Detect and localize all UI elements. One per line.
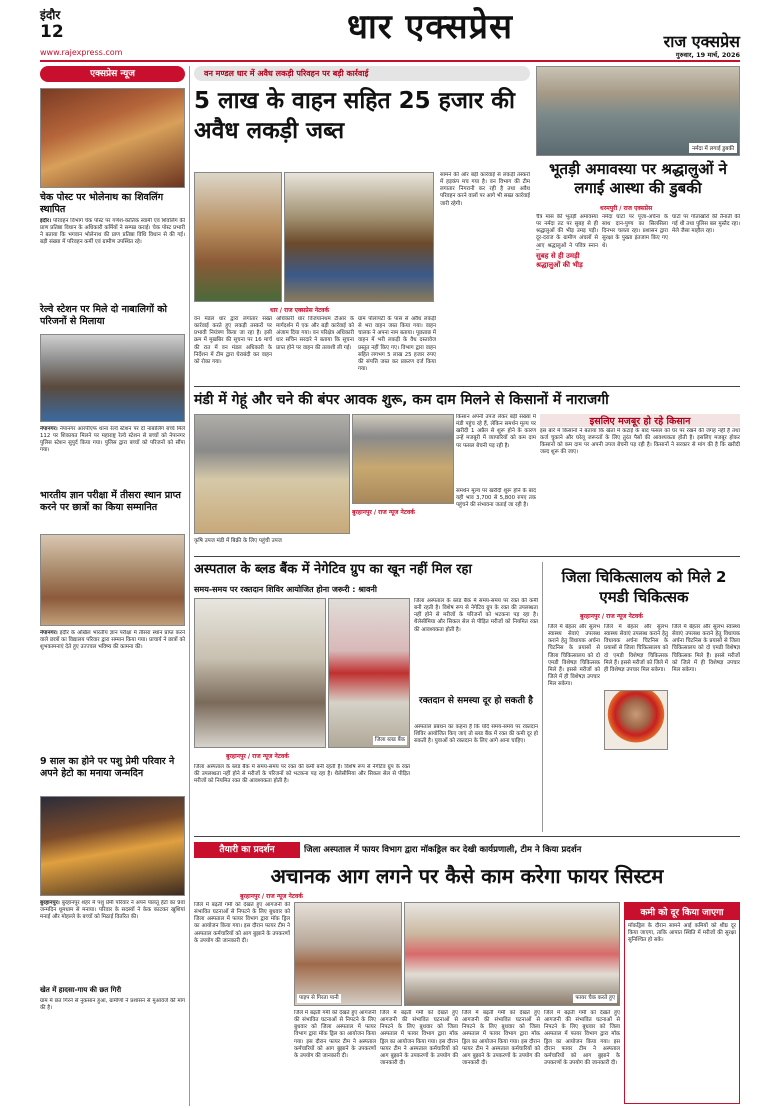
fire-body: जिले में बढ़ती गर्मी को देखते हुए आगजनी की संभावित घटनाओं से निपटने के लिए बुधवार को जिला अस्पताल में फायर विभाग द्वारा मॉक ड्रिल का आयोजन किया गया। इस दौरान फायर टीम ने अस्पताल कर्मचारियों को आग बुझाने के उपकरणों के उपयोग की जानकारी दी।	[194, 902, 290, 944]
lead-kicker-text: वन मण्डल धार में अवैध लकड़ी परिवहन पर बड़ी कार्रवाई	[204, 69, 369, 78]
story-headline: रेल्वे स्टेशन पर मिले दो नाबालिगों को परिजनों से मिलाया	[40, 304, 167, 327]
grain-heap-photo	[352, 414, 454, 504]
mla-portrait-photo	[604, 690, 668, 750]
shivling-photo	[40, 88, 185, 188]
page-number: 12	[40, 22, 64, 42]
pet-birthday-photo	[40, 796, 185, 896]
doctors-column: जिले में बेहतर और सुलभ स्वास्थ्य सेवाएं उपलब्ध कराने हेतु विधायक अर्चना चिटनिस के प्रयासों से जिला चिकित्सालय को दो एमडी विशेषज्ञ चिकित्सक मिले हैं। इससे मरीजों को जिले में ही विशेषज्ञ उपचार मिल सकेगा।	[548, 624, 600, 687]
fire-byline: बुरहानपुर / राज न्यूज नेटवर्क	[240, 893, 303, 900]
hospital-corridor-photo	[404, 902, 620, 1006]
masthead-rule	[40, 60, 740, 62]
lead-column: अधिकारी धार विजयानंथम टीआर के मार्गदर्शन में एक और बड़ी कार्रवाई को अंजाम दिया गया। वन परिक्षेत्र अधिकारी धार सचिन सरदारे ने बताया कि सूचना प्राप्त होने पर वाहन की तलाशी ली गई।	[276, 316, 354, 351]
sidebar-divider	[189, 66, 190, 1106]
fire-photo-caption-2: फायर चैक करते हुए	[573, 994, 617, 1003]
story-text: परिवहन विभाग चेक पोस्ट पर गणेश-कार्तिक स्वामी एवं शिवलिंग की प्राण प्रतिष्ठा विधान के अधिकारी कर्मियों ने सम्पन्न कराई। चेक पोस्ट प्रभारी ने बताया कि भगवान भोलेनाथ की प्राण प्रतिष्ठा विधि विधान से की गई। बड़ी संख्या में परिवहन कर्मी एवं ग्रामीण उपस्थित रहे।	[40, 218, 185, 246]
seized-timber-photo	[194, 172, 282, 302]
narmada-ghat-photo	[536, 66, 740, 156]
bloodbank-headline: अस्पताल के ब्लड बैंक में नेगेटिव ग्रुप का खून नहीं मिल रहा	[194, 562, 472, 577]
bloodbank-sign-photo	[328, 598, 410, 748]
amavasya-column: नर्मदा घाटों पर पूजा-अर्चना के साथ दान-पुण्य का सिलसिला दिनभर चलता रहा। प्रशासन द्वारा सुरक्षा के पुख्ता इंतजाम किए गए थे।	[602, 214, 668, 249]
bloodbank-column: जिला अस्पताल के ब्लड बैंक में समय-समय पर रक्त की कमी बनी रहती है। विशेष रूप से नेगेटिव ग्रुप के रक्त की उपलब्धता नहीं होने से मरीजों के परिजनों को भटकना पड़ रहा है। थैलेसीमिया और सिकल सेल से पीड़ित मरीजों को नियमित रक्त की आवश्यकता होती है।	[414, 598, 538, 633]
fire-photo-caption-1: पाइप से गिरता पानी	[297, 994, 341, 1003]
story-text: ग्राम में छत गिरने से नुकसान हुआ, ग्रामीणों ने प्रशासन से मुआवजे की मांग की है।	[40, 998, 185, 1012]
mandi-body: किसान अपनी उपज लेकर बड़ी संख्या में मंडी पहुंच रहे हैं, लेकिन समर्थन मूल्य पर खरीदी 1 अप्रैल से शुरू होने के कारण उन्हें मजबूरी में व्यापारियों को कम दाम पर फसल बेचनी पड़ रही है।	[456, 414, 536, 449]
fire-column: जिले में बढ़ती गर्मी को देखते हुए आगजनी की संभावित घटनाओं से निपटने के लिए बुधवार को जिला अस्पताल में फायर विभाग द्वारा मॉक ड्रिल का आयोजन किया गया। इस दौरान फायर टीम ने अस्पताल कर्मचारियों को आग बुझाने के उपकरणों के उपयोग की जानकारी दी।	[380, 1010, 458, 1066]
story-headline: भारतीय ज्ञान परीक्षा में तीसरा स्थान प्राप्त करने पर छात्रों का किया सम्मानित	[40, 490, 181, 513]
city-label: इंदौर	[40, 8, 61, 22]
mandi-photo-caption: कृषि उपज मंडी में बिक्री के लिए पहुंची उपज	[194, 538, 282, 544]
doctors-headline: जिला चिकित्सालय को मिले 2 एमडी चिकित्सक	[561, 568, 727, 606]
story-body	[40, 426, 185, 484]
bloodbank-photo-caption: जिला ब्लड बैंक	[373, 736, 407, 745]
lead-column: वन मंडल धार द्वारा लगातार सख्त कार्रवाई करते हुए लकड़ी तस्करों पर प्रभावी नियंत्रण किया जा रहा है। इसी क्रम में मुखबिर की सूचना पर 16 मार्च की रात में वन मंडल अधिकारी के निर्देशन में टीम द्वारा घेराबंदी कर वाहन को रोका गया।	[194, 316, 272, 365]
story-headline: 9 साल का होने पर पशु प्रेमी परिवार ने अपने हेटो का मनाया जन्मदिन	[40, 756, 175, 779]
fire-column: जिले में बढ़ती गर्मी को देखते हुए आगजनी की संभावित घटनाओं से निपटने के लिए बुधवार को जिला अस्पताल में फायर विभाग द्वारा मॉक ड्रिल का आयोजन किया गया। इस दौरान फायर टीम ने अस्पताल कर्मचारियों को आग बुझाने के उपकरणों के उपयोग की जानकारी दी।	[544, 1010, 620, 1066]
amavasya-column: चैत्र मास की भूतड़ी अमावस्या पर नर्मदा तट पर सुबह से ही श्रद्धालुओं की भीड़ उमड़ पड़ी। दूर-दराज के ग्रामीण अंचलों से आए श्रद्धालुओं ने पवित्र स्नान	[536, 214, 598, 249]
fire-headline: अचानक आग लगने पर कैसे काम करेगा फायर सिस्टम	[270, 864, 664, 888]
section-rule	[194, 386, 740, 387]
story-text: बुरहानपुर शहर में पशु प्रेमी परिवार ने अपने पालतू हेटो का 9वां जन्मदिन धूमधाम से मनाया। परिवार के सदस्यों ने केक काटकर खुशियां मनाई और मोहल्ले के बच्चों को मिठाई वितरित की।	[40, 900, 185, 921]
section-rule	[194, 836, 740, 837]
forest-team-photo	[284, 172, 434, 302]
lead-column: ग्राम पोलापटी के पास से अवैध लकड़ी से भरा वाहन जब्त किया गया। वाहन चालक ने अपना नाम बताया। पूछताछ में वाहन में भरी लकड़ी के वैध दस्तावेज प्रस्तुत नहीं किए गए। विभाग द्वारा वाहन सहित लगभग 5 लाख 25 हजार रुपए की संपत्ति जब्त कर प्रकरण दर्ज किया गया।	[358, 316, 436, 372]
amavasya-byline: धरमपुरी / राज एक्सप्रेस	[600, 205, 653, 212]
lead-headline: 5 लाख के वाहन सहित 25 हजार की अवैध लकड़ी जब्त	[194, 88, 515, 145]
fire-sidebox-body: मॉकड्रिल के दौरान सामने आई कमियों को शीघ्र दूर किया जाएगा, ताकि आपात स्थिति में मरीजों की सुरक्षा सुनिश्चित हो सके।	[628, 923, 736, 944]
railway-station-photo	[40, 334, 185, 422]
bloodbank-kicker: समय-समय पर रक्तदान शिविर आयोजित होना जरूरी : श्रावनी	[194, 585, 377, 594]
story-text: इंदौर के अखिल भारतीय ज्ञान परीक्षा में तीसरा स्थान प्राप्त करने वाले छात्रों का विद्यालय परिवार द्वारा सम्मान किया गया। प्राचार्य ने छात्रों को शुभकामनाएं देते हुए उज्ज्वल भविष्य की कामना की।	[40, 630, 185, 651]
column-divider	[542, 562, 543, 832]
story-body	[40, 218, 185, 300]
story-headline: खेत में हादसा-गाय की छत गिरी	[40, 986, 122, 994]
fire-tag	[194, 842, 300, 858]
doctors-column: जिले में बेहतर और सुलभ स्वास्थ्य सेवाएं उपलब्ध कराने हेतु विधायक अर्चना चिटनिस के प्रयासों से जिला चिकित्सालय को दो एमडी विशेषज्ञ चिकित्सक मिले हैं। इससे मरीजों को जिले में ही विशेषज्ञ उपचार मिल सकेगा।	[672, 624, 740, 673]
brand-name: राज एक्सप्रेस	[663, 32, 740, 51]
fire-sidebox	[624, 902, 740, 1104]
sidebar	[40, 66, 185, 1106]
doctors-byline: बुरहानपुर / राज न्यूज नेटवर्क	[580, 613, 643, 620]
blood-donation-photo	[194, 598, 326, 748]
amavasya-pull-quote: सुबह से ही उमड़ी श्रद्धालुओं की भीड़	[536, 252, 583, 269]
section-rule	[194, 556, 740, 557]
story-dateline: नेपानगर।	[40, 630, 58, 636]
students-honour-photo	[40, 534, 185, 626]
fire-tag-label: तैयारी का प्रदर्शन	[219, 845, 275, 855]
edition-title: धार एक्सप्रेस	[347, 7, 513, 47]
mandi-sub-body: इस बारे में किसानों ने बताया कि खेतों में कटाई के बाद फसल को घर पर रखने की जगह नहीं है तथा कर्ज चुकाने और घरेलू जरूरतों के लिए तुरंत पैसों की आवश्यकता होती है। इसलिए मजबूर होकर किसानों को कम दाम पर अपनी उपज बेचनी पड़ रही है। किसानों ने सरकार से मांग की है कि खरीदी जल्द शुरू की जाए।	[540, 428, 740, 456]
story-body	[40, 900, 185, 982]
story-headline: चेक पोस्ट पर भोलेनाथ का शिवलिंग स्थापित	[40, 192, 164, 215]
story-dateline: इंदौर।	[40, 218, 52, 224]
mandi-headline: मंडी में गेहूं और चने की बंपर आवक शुरू, कम दाम मिलने से किसानों में नाराजगी	[194, 392, 609, 408]
bloodbank-sub-body: अस्पताल प्रबंधन का कहना है कि यदि समय-समय पर रक्तदान शिविर आयोजित किए जाएं तो ब्लड बैंक में रक्त की कमी दूर हो सकती है। युवाओं को रक्तदान के लिए आगे आना चाहिए।	[414, 724, 538, 745]
bloodbank-body: जिला अस्पताल के ब्लड बैंक में समय-समय पर रक्त की कमी बनी रहती है। विशेष रूप से नेगेटिव ग्रुप के रक्त की उपलब्धता नहीं होने से मरीजों के परिजनों को भटकना पड़ रहा है। थैलेसीमिया और सिकल सेल से पीड़ित मरीजों को नियमित रक्त की आवश्यकता होती है।	[194, 764, 410, 785]
amavasya-column: घाटों पर गोताखोरों की तैनाती की गई थी तथा पुलिस बल मुस्तैद रहा। मेले जैसा माहौल रहा।	[672, 214, 740, 235]
lead-byline: धार / राज एक्सप्रेस नेटवर्क	[270, 307, 330, 314]
fire-column: जिले में बढ़ती गर्मी को देखते हुए आगजनी की संभावित घटनाओं से निपटने के लिए बुधवार को जिला अस्पताल में फायर विभाग द्वारा मॉक ड्रिल का आयोजन किया गया। इस दौरान फायर टीम ने अस्पताल कर्मचारियों को आग बुझाने के उपकरणों के उपयोग की जानकारी दी।	[462, 1010, 540, 1066]
bloodbank-byline: बुरहानपुर / राज न्यूज नेटवर्क	[226, 753, 289, 760]
website-url[interactable]: www.rajexpress.com	[40, 48, 123, 57]
story-body	[40, 998, 185, 1058]
lead-kicker	[194, 66, 530, 81]
mandi-price-note: समर्थन मूल्य पर खरीदी शुरू होने के बाद यही भाव 3,700 से 5,800 रुपए तक पहुंचने की संभावना जताई जा रही है।	[456, 488, 536, 509]
edition-date: गुरुवार, 19 मार्च, 2026	[675, 51, 740, 59]
doctors-column: जिले में बेहतर और सुलभ स्वास्थ्य सेवाएं उपलब्ध कराने हेतु विधायक अर्चना चिटनिस के प्रयासों से जिला चिकित्सालय को दो एमडी विशेषज्ञ चिकित्सक मिले हैं। इससे मरीजों को जिले में ही विशेषज्ञ उपचार मिल सकेगा।	[604, 624, 668, 673]
story-text: नेपानगर आरपीएफ थाना रेल्वे स्टेशन पर दो नाबालिग बच्चे मिले 112 पर शिकायत मिलने पर महाराष्ट्र रेल्वे स्टेशन से बच्चों को नेपानगर पुलिस स्टेशन सुपुर्द किया गया। पुलिस द्वारा बच्चों को परिजनों को सौंपा गया।	[40, 426, 185, 454]
bloodbank-subheadline: रक्तदान से समस्या दूर हो सकती है	[419, 696, 533, 706]
fire-drill-photo	[294, 902, 402, 1006]
fire-kicker: जिला अस्पताल में फायर विभाग द्वारा मॉकड्रिल कर देखी कार्यप्रणाली, टीम ने किया प्रदर्शन	[304, 845, 582, 855]
fire-column: जिले में बढ़ती गर्मी को देखते हुए आगजनी की संभावित घटनाओं से निपटने के लिए बुधवार को जिला अस्पताल में फायर विभाग द्वारा मॉक ड्रिल का आयोजन किया गया। इस दौरान फायर टीम ने अस्पताल कर्मचारियों को आग बुझाने के उपकरणों के उपयोग की जानकारी दी।	[294, 1010, 376, 1059]
story-body	[40, 630, 185, 752]
lead-column: सामने की ओर बड़ी कार्रवाई से लकड़ी तस्करों में हड़कंप मच गया है। वन विभाग की टीम लगातार निगरानी कर रही है तथा अवैध परिवहन करने वालों पर आगे भी सख्त कार्रवाई जारी रहेगी।	[440, 172, 530, 207]
mandi-byline: बुरहानपुर / राज न्यूज नेटवर्क	[352, 509, 415, 516]
story-dateline: बुरहानपुर।	[40, 900, 60, 906]
sidebar-header	[40, 66, 185, 82]
fire-sidebox-headline: कमी को दूर किया जाएगा	[625, 903, 739, 920]
story-dateline: नेपानगर।	[40, 426, 58, 432]
sidebar-header-label: एक्सप्रेस न्यूज	[90, 69, 135, 79]
ghat-photo-caption: नर्मदा में लगाई डुबकी	[689, 143, 737, 153]
mandi-shed-photo	[194, 414, 350, 534]
amavasya-headline: भूतड़ी अमावस्या पर श्रद्धालुओं ने लगाई आस्था की डुबकी	[549, 160, 727, 198]
masthead	[0, 0, 778, 62]
mandi-subheadline: इसलिए मजबूर हो रहे किसान	[540, 414, 740, 427]
